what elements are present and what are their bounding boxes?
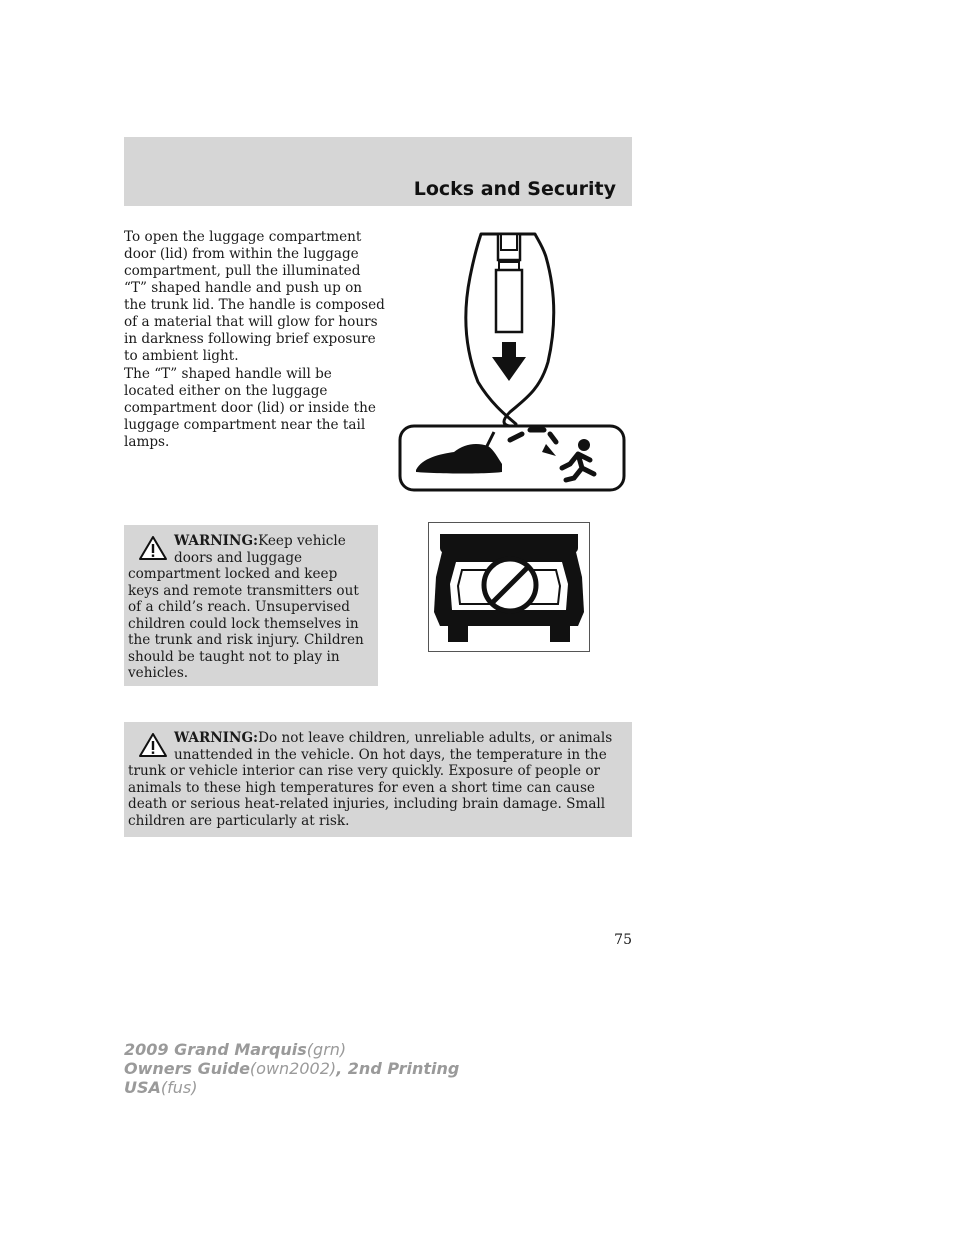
document-footer [124, 1040, 459, 1097]
section-header [124, 137, 632, 206]
warning-triangle-icon [138, 535, 168, 561]
warning-triangle-icon [138, 732, 168, 758]
paragraph-handle-location: The “T” shaped handle will be located either on the luggage compartment door (lid) or inside the luggage compartment near the tail lamps. [124, 366, 376, 450]
footer-market: USA [124, 1078, 161, 1097]
paragraph-trunk-release: To open the luggage compartment door (lid) from within the luggage compartment, pull the illuminated “T” shaped handle and push up on the trunk lid. The handle is composed of a material that will glow for hours in darkness following brief exposure to ambient light. [124, 229, 385, 364]
page-number: 75 [614, 932, 632, 948]
warning-text [124, 722, 632, 837]
warning-label: WARNING: [174, 730, 259, 746]
footer-guide-code: (own2002) [249, 1059, 337, 1078]
warning-rest: trunk or vehicle interior can rise very quickly. Exposure of people or animals to these high temperatures for even a short time can cause death or serious heat-related injuries, including brain damage. Small children are particularly at risk. [128, 763, 606, 829]
footer-printing: , 2nd Printing [336, 1059, 460, 1078]
no-children-in-trunk-icon [428, 522, 590, 652]
footer-guide: Owners Guide [124, 1059, 250, 1078]
warning-first-line: Keep vehicle [258, 533, 346, 549]
warning-box-heat [124, 722, 632, 837]
footer-model-code: (grn) [306, 1040, 347, 1059]
warning-box-child-safety [124, 525, 378, 686]
section-title: Locks and Security [413, 178, 616, 200]
warning-second-line: unattended in the vehicle. On hot days, the temperature in the [174, 746, 607, 763]
warning-rest: compartment locked and keep keys and remote transmitters out of a child’s reach. Unsupervised children could lock themselves in the trunk and risk injury. Children should be taught not to play in vehicles. [128, 566, 364, 681]
footer-model: 2009 Grand Marquis [124, 1040, 307, 1059]
trunk-release-handle-icon [398, 232, 626, 492]
warning-second-line: doors and luggage [174, 549, 303, 566]
footer-market-code: (fus) [160, 1078, 198, 1097]
warning-first-line: Do not leave children, unreliable adults, or animals [258, 730, 613, 746]
warning-label: WARNING: [174, 533, 259, 549]
